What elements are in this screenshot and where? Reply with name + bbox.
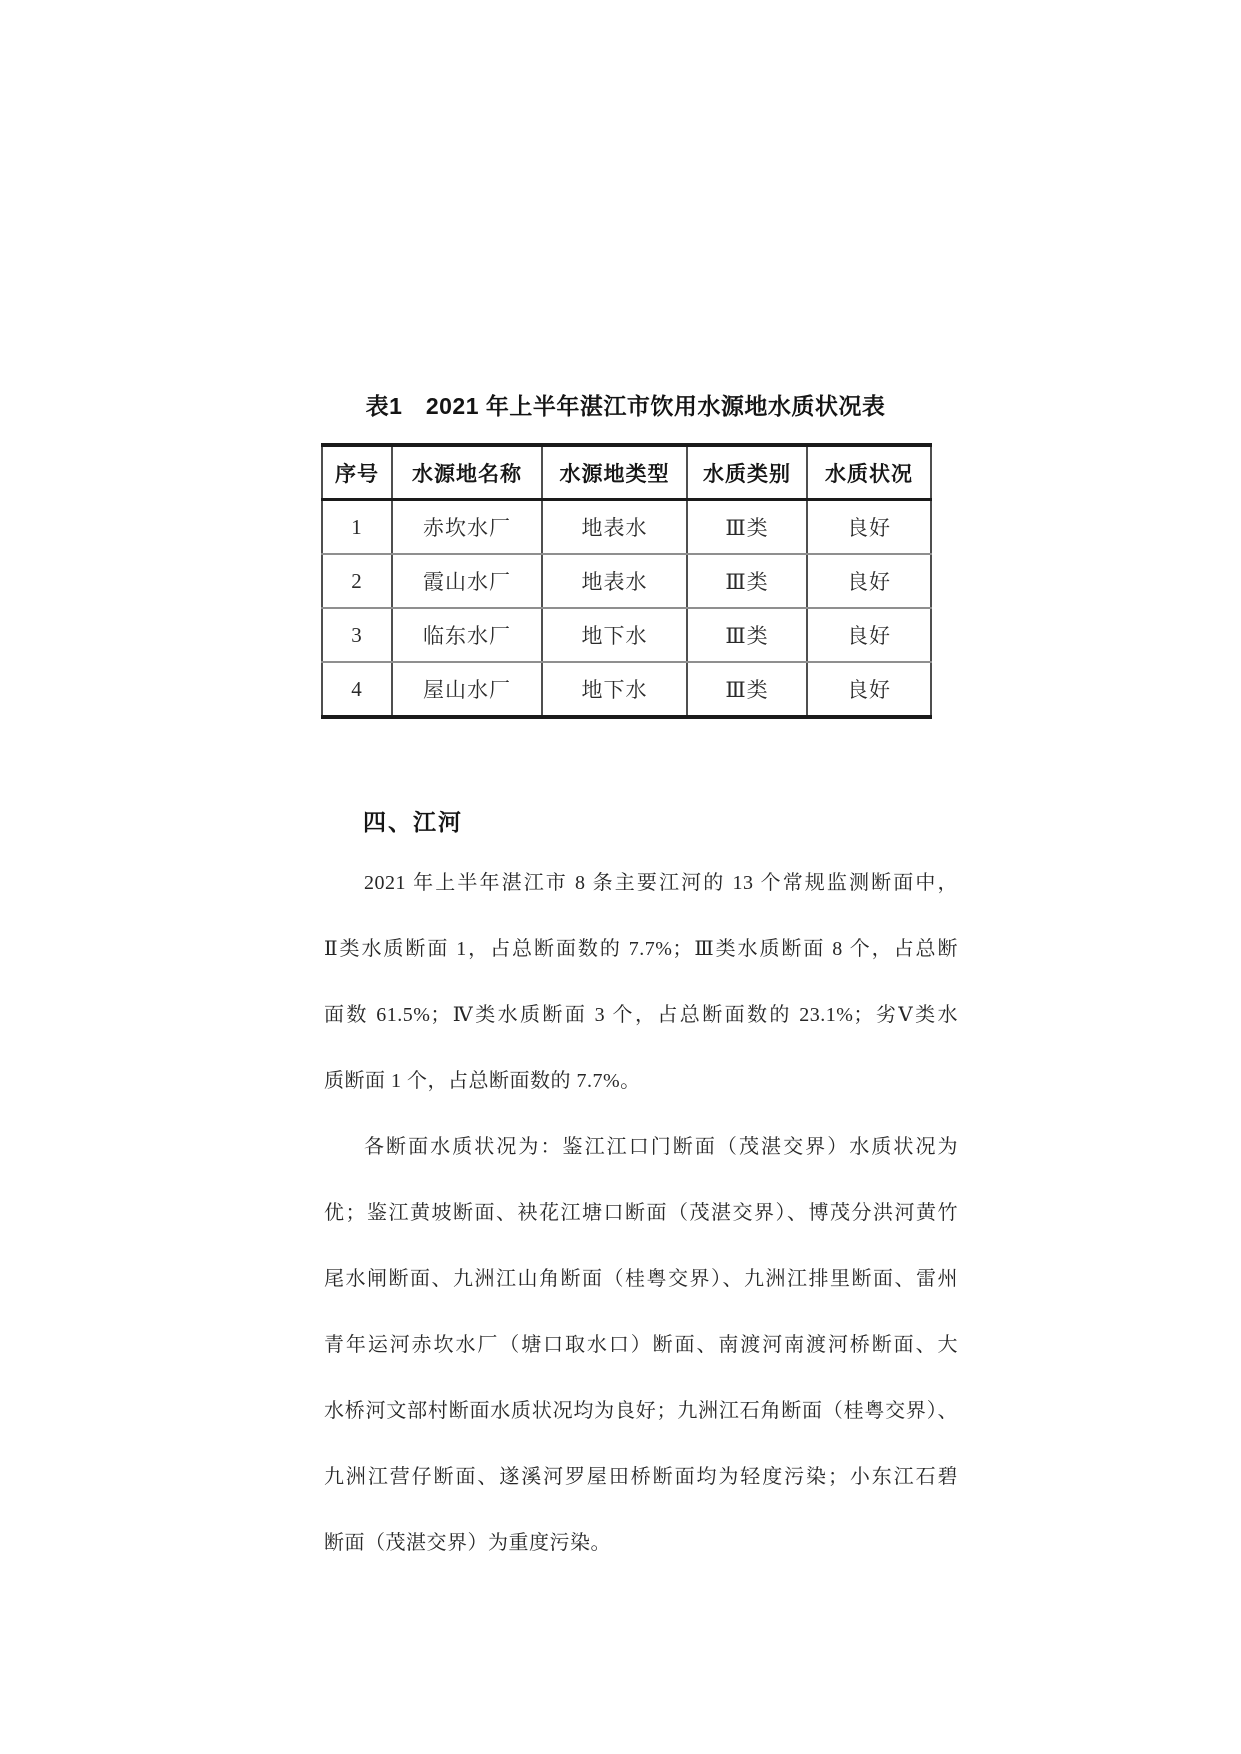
table-cell: 霞山水厂 — [392, 554, 542, 608]
table-cell: 良好 — [807, 554, 931, 608]
paragraph-line: 尾水闸断面、九洲江山角断面（桂粤交界）、九洲江排里断面、雷州 — [324, 1268, 958, 1290]
paragraph-line: 水桥河文部村断面水质状况均为良好；九洲江石角断面（桂粤交界）、 — [324, 1400, 958, 1422]
table-cell: 临东水厂 — [392, 608, 542, 662]
paragraph-line: 断面（茂湛交界）为重度污染。 — [324, 1532, 611, 1554]
table-cell: 1 — [322, 500, 392, 555]
section-heading: 四、江河 — [363, 809, 463, 835]
paragraph-line: 质断面 1 个，占总断面数的 7.7%。 — [324, 1070, 641, 1092]
column-header-quality-status: 水质状况 — [807, 445, 931, 500]
table-title: 表1 2021 年上半年湛江市饮用水源地水质状况表 — [365, 393, 886, 419]
table-row — [322, 662, 931, 717]
paragraph-line: 2021 年上半年湛江市 8 条主要江河的 13 个常规监测断面中， — [364, 872, 958, 894]
paragraph-line: 面数 61.5%；Ⅳ类水质断面 3 个，占总断面数的 23.1%；劣Ⅴ类水 — [324, 1004, 958, 1026]
table-cell: 屋山水厂 — [392, 662, 542, 717]
table-cell: 2 — [322, 554, 392, 608]
table-cell: Ⅲ类 — [687, 608, 807, 662]
table-cell: 良好 — [807, 608, 931, 662]
paragraph-line: 各断面水质状况为：鉴江江口门断面（茂湛交界）水质状况为 — [364, 1136, 958, 1158]
paragraph-line: 九洲江营仔断面、遂溪河罗屋田桥断面均为轻度污染；小东江石碧 — [324, 1466, 958, 1488]
table-cell: 地下水 — [542, 662, 687, 717]
table-cell: Ⅲ类 — [687, 554, 807, 608]
table-cell: 3 — [322, 608, 392, 662]
column-header-index: 序号 — [322, 445, 392, 500]
table-row — [322, 608, 931, 662]
table-header-row — [322, 445, 931, 500]
column-header-source-type: 水源地类型 — [542, 445, 687, 500]
table-cell: 地下水 — [542, 608, 687, 662]
table-cell: Ⅲ类 — [687, 662, 807, 717]
table-cell: Ⅲ类 — [687, 500, 807, 555]
column-header-quality-class: 水质类别 — [687, 445, 807, 500]
table-cell: 良好 — [807, 662, 931, 717]
table-cell: 地表水 — [542, 500, 687, 555]
column-header-source-name: 水源地名称 — [392, 445, 542, 500]
paragraph-line: 青年运河赤坎水厂（塘口取水口）断面、南渡河南渡河桥断面、大 — [324, 1334, 958, 1356]
table-row — [322, 500, 931, 555]
water-source-quality-table — [321, 443, 932, 719]
paragraph — [324, 1114, 958, 1576]
table-cell: 4 — [322, 662, 392, 717]
paragraph — [324, 850, 958, 1114]
table-cell: 地表水 — [542, 554, 687, 608]
table-cell: 赤坎水厂 — [392, 500, 542, 555]
paragraph-line: Ⅱ类水质断面 1，占总断面数的 7.7%；Ⅲ类水质断面 8 个，占总断 — [324, 938, 958, 960]
table-cell: 良好 — [807, 500, 931, 555]
paragraph-line: 优；鉴江黄坡断面、袂花江塘口断面（茂湛交界）、博茂分洪河黄竹 — [324, 1202, 958, 1224]
table-row — [322, 554, 931, 608]
